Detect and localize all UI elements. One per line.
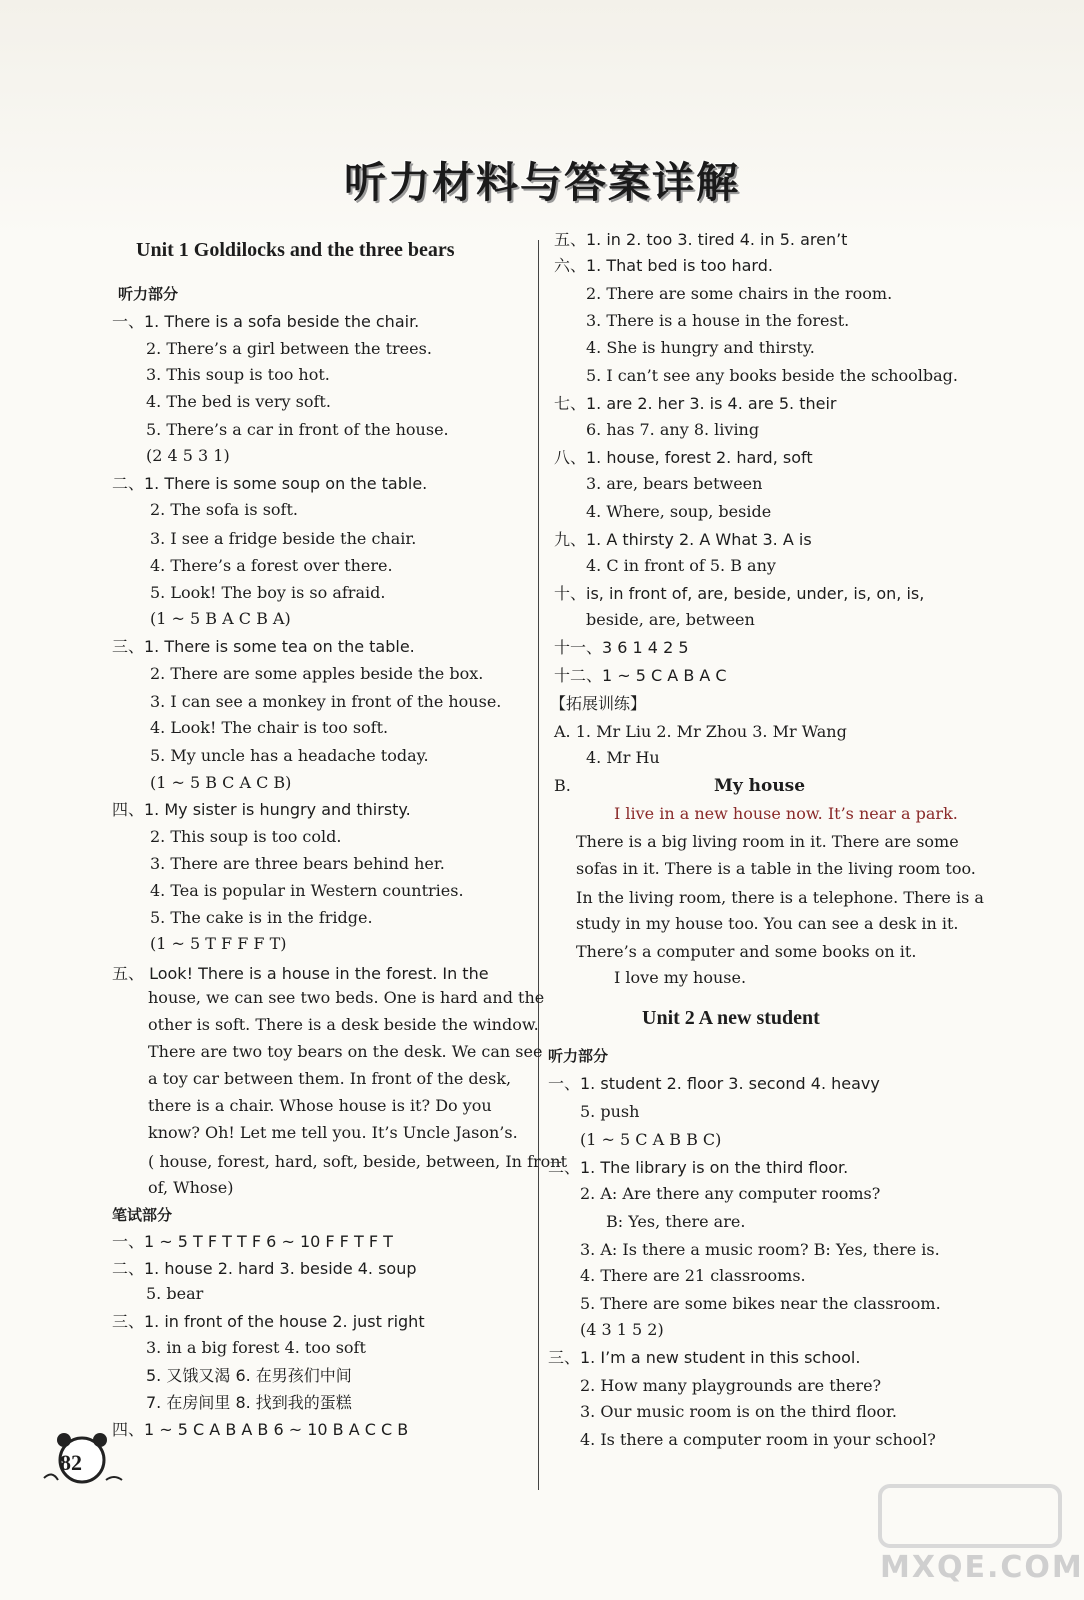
answer-line: (1 ~ 5 C A B B C) bbox=[580, 1130, 722, 1149]
answer-line: 5. The cake is in the fridge. bbox=[150, 908, 373, 927]
answer-line: (1 ~ 5 T F F F T) bbox=[150, 934, 287, 953]
answer-line: 3. There are three bears behind her. bbox=[150, 854, 445, 873]
answer-line: 5. I can’t see any books beside the schoolbag. bbox=[586, 366, 958, 385]
listening-heading: 听力部分 bbox=[118, 285, 179, 303]
answer-line: 三、1. I’m a new student in this school. bbox=[548, 1348, 861, 1367]
answer-line: 4. Is there a computer room in your school? bbox=[580, 1430, 936, 1449]
answer-line: 5. There’s a car in front of the house. bbox=[146, 420, 449, 439]
answer-line: 二、1. The library is on the third floor. bbox=[548, 1158, 849, 1177]
answer-line: 一、1 ~ 5 T F T T F 6 ~ 10 F F T F T bbox=[112, 1232, 393, 1251]
answer-line: (2 4 5 3 1) bbox=[146, 446, 230, 465]
answer-line: 6. has 7. any 8. living bbox=[586, 420, 760, 439]
answer-line: 2. There are some chairs in the room. bbox=[586, 284, 893, 303]
alarm-clock-icon bbox=[38, 1430, 128, 1486]
answer-line: 2. This soup is too cold. bbox=[150, 827, 342, 846]
answer-line: 4. There’s a forest over there. bbox=[150, 556, 393, 575]
story-label: B. bbox=[554, 776, 571, 795]
answer-line: 7. 在房间里 8. 找到我的蛋糕 bbox=[146, 1393, 352, 1412]
answer-line: 4. Look! The chair is too soft. bbox=[150, 718, 389, 737]
answer-line: 4. She is hungry and thirsty. bbox=[586, 338, 815, 357]
passage-line: 五、 Look! There is a house in the forest. In the bbox=[112, 964, 489, 983]
answer-line: 一、1. student 2. floor 3. second 4. heavy bbox=[548, 1074, 880, 1093]
answer-line: 2. There’s a girl between the trees. bbox=[146, 339, 432, 358]
answer-line: 十一、3 6 1 4 2 5 bbox=[554, 638, 689, 657]
passage-line: house, we can see two beds. One is hard and the bbox=[148, 988, 545, 1007]
story-line: I live in a new house now. It’s near a park. bbox=[614, 804, 958, 823]
answer-line: 2. How many playgrounds are there? bbox=[580, 1376, 882, 1395]
passage-line: There are two toy bears on the desk. We can see bbox=[148, 1042, 543, 1061]
answer-line: 一、1. There is a sofa beside the chair. bbox=[112, 312, 420, 331]
answer-line: 十二、1 ~ 5 C A B A C bbox=[554, 666, 727, 685]
answer-line: 三、1. There is some tea on the table. bbox=[112, 637, 415, 656]
answer-line: 四、1. My sister is hungry and thirsty. bbox=[112, 800, 411, 819]
answer-line: 四、1 ~ 5 C A B A B 6 ~ 10 B A C C B bbox=[112, 1420, 409, 1439]
answer-line: 3. Our music room is on the third floor. bbox=[580, 1402, 897, 1421]
answer-line: 4. C in front of 5. B any bbox=[586, 556, 776, 575]
answer-line: 3. in a big forest 4. too soft bbox=[146, 1338, 366, 1357]
answer-line: 二、1. house 2. hard 3. beside 4. soup bbox=[112, 1259, 417, 1278]
answer-line: 3. There is a house in the forest. bbox=[586, 311, 850, 330]
answer-line: 3. This soup is too hot. bbox=[146, 365, 330, 384]
answer-line: 2. A: Are there any computer rooms? bbox=[580, 1184, 881, 1203]
answer-line: B: Yes, there are. bbox=[606, 1212, 746, 1231]
answer-line: 三、1. in front of the house 2. just right bbox=[112, 1312, 425, 1331]
answer-line: 3. I see a fridge beside the chair. bbox=[150, 529, 417, 548]
watermark-text: MXQE.COM bbox=[880, 1550, 1084, 1585]
answer-line: 二、1. There is some soup on the table. bbox=[112, 474, 428, 493]
answer-line: 4. Tea is popular in Western countries. bbox=[150, 881, 464, 900]
story-line: In the living room, there is a telephone. There is a bbox=[576, 888, 984, 907]
listening-heading: 听力部分 bbox=[548, 1047, 609, 1065]
answer-line: 5. My uncle has a headache today. bbox=[150, 746, 429, 765]
story-line: study in my house too. You can see a desk in it. bbox=[576, 914, 959, 933]
column-divider bbox=[538, 240, 539, 1490]
passage-line: there is a chair. Whose house is it? Do you bbox=[148, 1096, 492, 1115]
answer-line: 4. There are 21 classrooms. bbox=[580, 1266, 806, 1285]
story-line: There is a big living room in it. There are some bbox=[576, 832, 959, 851]
answer-line: 九、1. A thirsty 2. A What 3. A is bbox=[554, 530, 812, 549]
answer-line: 十、is, in front of, are, beside, under, is, on, is, bbox=[554, 584, 925, 603]
answer-line: 2. There are some apples beside the box. bbox=[150, 664, 484, 683]
answer-line: 4. Where, soup, beside bbox=[586, 502, 772, 521]
answer-line: 3. are, bears between bbox=[586, 474, 763, 493]
story-line: I love my house. bbox=[614, 968, 747, 987]
page-title: 听力材料与答案详解 bbox=[343, 158, 740, 207]
answer-line: (1 ~ 5 B C A C B) bbox=[150, 773, 292, 792]
answer-line: 5. push bbox=[580, 1102, 640, 1121]
passage-line: other is soft. There is a desk beside the window. bbox=[148, 1015, 539, 1034]
answer-line: 4. Mr Hu bbox=[586, 748, 660, 767]
answer-line: 5. bear bbox=[146, 1284, 204, 1303]
passage-line: know? Oh! Let me tell you. It’s Uncle Jason’s. bbox=[148, 1123, 518, 1142]
story-line: There’s a computer and some books on it. bbox=[576, 942, 917, 961]
answer-line: (4 3 1 5 2) bbox=[580, 1320, 664, 1339]
story-title: My house bbox=[714, 776, 806, 796]
answer-line: 五、1. in 2. too 3. tired 4. in 5. aren’t bbox=[554, 230, 848, 249]
unit2-title: Unit 2 A new student bbox=[642, 1007, 820, 1029]
passage-line: of, Whose) bbox=[148, 1178, 234, 1197]
answer-line: A. 1. Mr Liu 2. Mr Zhou 3. Mr Wang bbox=[554, 722, 847, 741]
unit1-title: Unit 1 Goldilocks and the three bears bbox=[136, 239, 455, 261]
story-line: sofas in it. There is a table in the living room too. bbox=[576, 859, 976, 878]
answer-line: (1 ~ 5 B A C B A) bbox=[150, 609, 291, 628]
extension-heading: 【拓展训练】 bbox=[550, 694, 647, 713]
passage-line: ( house, forest, hard, soft, beside, between, In front bbox=[148, 1152, 567, 1171]
answer-line: beside, are, between bbox=[586, 610, 755, 629]
answer-line: 4. The bed is very soft. bbox=[146, 392, 331, 411]
answer-line: 七、1. are 2. her 3. is 4. are 5. their bbox=[554, 394, 837, 413]
answer-line: 八、1. house, forest 2. hard, soft bbox=[554, 448, 813, 467]
answer-line: 5. There are some bikes near the classroom. bbox=[580, 1294, 941, 1313]
answer-line: 2. The sofa is soft. bbox=[150, 500, 298, 519]
answer-line: 3. I can see a monkey in front of the house. bbox=[150, 692, 502, 711]
page-number: 82 bbox=[60, 1450, 82, 1475]
answer-line: 5. 又饿又渴 6. 在男孩们中间 bbox=[146, 1366, 352, 1385]
written-heading: 笔试部分 bbox=[112, 1206, 173, 1224]
answer-line: 六、1. That bed is too hard. bbox=[554, 256, 773, 275]
passage-line: a toy car between them. In front of the desk, bbox=[148, 1069, 512, 1088]
answer-line: 3. A: Is there a music room? B: Yes, there is. bbox=[580, 1240, 940, 1259]
answer-line: 5. Look! The boy is so afraid. bbox=[150, 583, 386, 602]
